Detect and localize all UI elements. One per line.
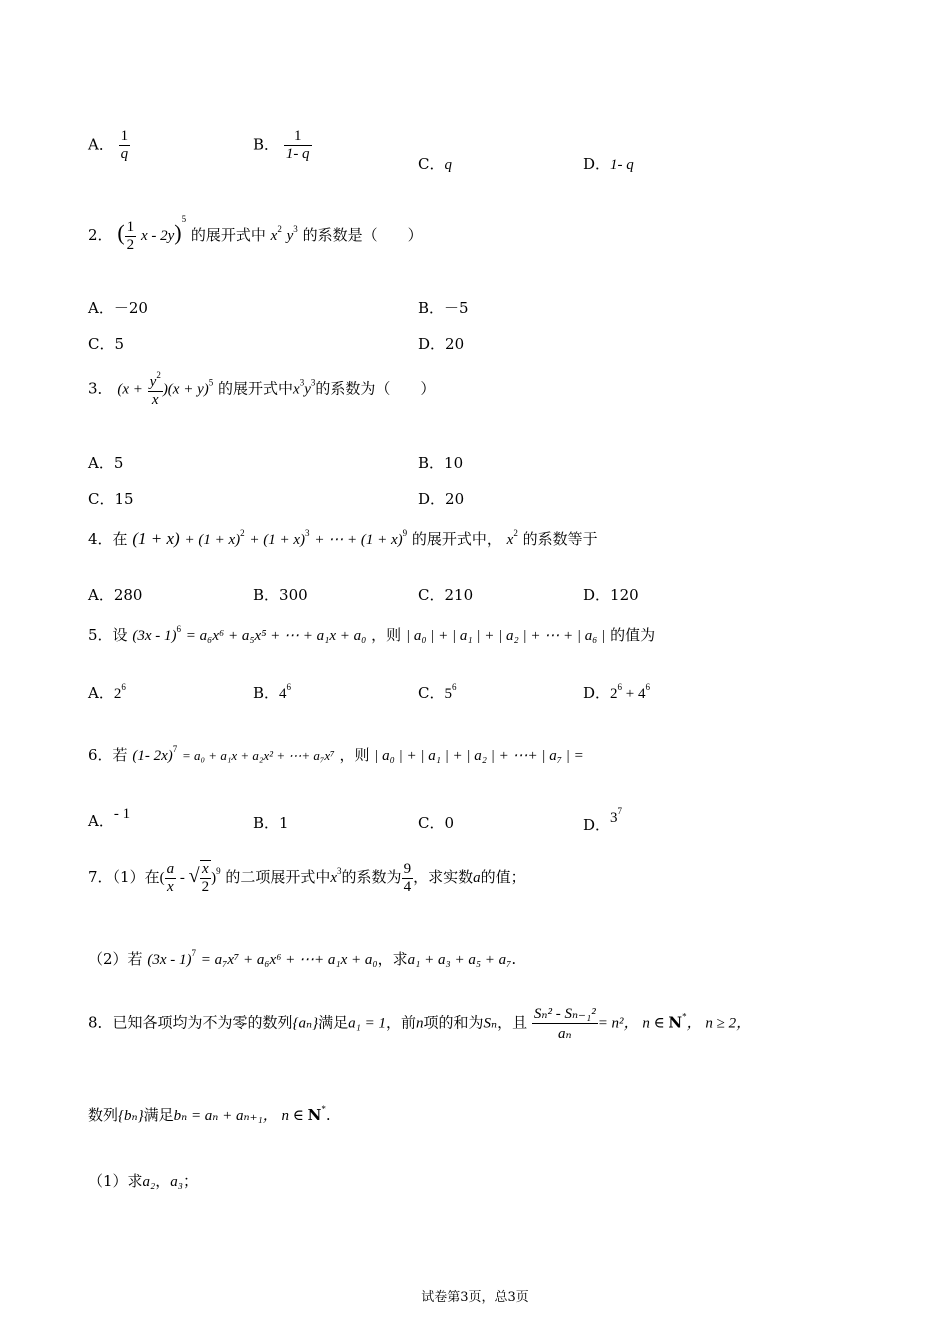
expression: {aₙ} bbox=[292, 1015, 319, 1032]
question-number: 5．设 bbox=[88, 626, 128, 644]
stem-text: ，则 bbox=[339, 746, 370, 764]
exponent: 7 bbox=[617, 806, 623, 816]
paren: ) bbox=[174, 220, 182, 245]
expression: ， n ∈ bbox=[623, 1015, 669, 1032]
stem-text: 项的和为 bbox=[423, 1013, 484, 1032]
frac-den: 2 bbox=[126, 236, 135, 253]
q2-option-b: B．－5 bbox=[418, 299, 469, 317]
frac-den: 4 bbox=[403, 878, 412, 895]
expression: ， n ≥ 2， bbox=[686, 1015, 752, 1032]
expression: ， n ∈ bbox=[262, 1108, 308, 1124]
stem-text: 数列 bbox=[88, 1106, 119, 1124]
exponent: 6 bbox=[121, 682, 126, 692]
option-value: q bbox=[444, 157, 452, 173]
var: y bbox=[286, 228, 294, 244]
exponent: 6 bbox=[645, 682, 650, 692]
base: 3 bbox=[610, 810, 618, 826]
question-8-line-2 bbox=[88, 1104, 331, 1125]
expression: + (1 + x) bbox=[249, 532, 306, 548]
q3-option-a: A．5 bbox=[88, 454, 124, 472]
var: Sₙ bbox=[483, 1015, 498, 1032]
stem-text: ，求实数 bbox=[413, 868, 474, 886]
prev-option-d bbox=[583, 153, 634, 174]
option-label: C． bbox=[418, 684, 445, 702]
stem-text: ，且 bbox=[497, 1013, 528, 1032]
stem-text: 的展开式中 bbox=[218, 379, 294, 398]
exponent: 9 bbox=[402, 528, 408, 538]
expression: = a₇x⁷ + a₆x⁶ + ⋯+ a₁x + a₀ bbox=[200, 952, 378, 968]
stem-text: 的系数为 bbox=[341, 868, 402, 886]
exponent: 2 bbox=[240, 528, 245, 538]
operator: - bbox=[176, 870, 189, 886]
q3-option-c: C．15 bbox=[88, 490, 134, 508]
stem-text: ； bbox=[183, 1172, 199, 1190]
frac-den: 2 bbox=[201, 879, 210, 895]
question-3-stem bbox=[88, 370, 435, 409]
stem-text: 的系数为（ ） bbox=[315, 379, 436, 398]
exponent: 6 bbox=[617, 682, 623, 692]
fraction bbox=[125, 219, 137, 254]
question-number: 6．若 bbox=[88, 746, 128, 764]
stem-text: ，前 bbox=[385, 1013, 416, 1032]
frac-num: y bbox=[149, 374, 157, 390]
var: x bbox=[330, 870, 338, 886]
frac-num: a bbox=[166, 860, 175, 877]
expression: = a₆x⁶ + a₅x⁵ + ⋯ + a₁x + a₀ bbox=[185, 628, 367, 644]
exponent: 3 bbox=[337, 866, 342, 876]
stem-text: 的二项展开式中 bbox=[225, 868, 331, 886]
question-2-stem bbox=[88, 214, 423, 254]
exponent: 6 bbox=[451, 682, 457, 692]
base: 2 bbox=[113, 686, 122, 702]
expression: | a₀ | + | a₁ | + | a₂ | + ⋯+ | a₇ | = bbox=[374, 748, 584, 764]
q5-option-b bbox=[253, 682, 291, 703]
question-number: 3． bbox=[88, 379, 113, 398]
exponent: 6 bbox=[176, 624, 181, 634]
expression: bₙ = aₙ + aₙ₊₁ bbox=[173, 1108, 263, 1124]
prev-option-b bbox=[253, 128, 312, 163]
expression: a₁ = 1 bbox=[348, 1015, 386, 1032]
q2-option-d: D．20 bbox=[418, 335, 465, 353]
natural-numbers: N bbox=[668, 1013, 683, 1032]
operator: + bbox=[622, 686, 638, 702]
prev-option-c bbox=[418, 153, 452, 174]
question-6-stem bbox=[88, 744, 584, 765]
question-number: 4．在 bbox=[88, 530, 128, 548]
var: n bbox=[416, 1015, 424, 1032]
stem-text: ，则 bbox=[371, 626, 402, 644]
q4-option-a: A．280 bbox=[88, 586, 143, 604]
option-label: A． bbox=[88, 684, 114, 702]
frac-num: 9 bbox=[403, 860, 412, 877]
exponent: * bbox=[321, 1104, 326, 1114]
base: 2 bbox=[610, 686, 618, 702]
var: x bbox=[506, 532, 514, 548]
expression: + (1 + x) bbox=[184, 532, 241, 548]
question-number: 7．（1）在 bbox=[88, 868, 160, 886]
frac-num: 1 bbox=[293, 128, 302, 144]
q6-option-a bbox=[88, 806, 130, 831]
q5-option-a bbox=[88, 682, 126, 703]
expression: (x + bbox=[117, 381, 143, 398]
expression: (1- 2x) bbox=[132, 748, 173, 764]
base: 4 bbox=[279, 686, 287, 702]
page-footer: 试卷第3页，总3页 bbox=[421, 1290, 529, 1305]
stem-text: 满足 bbox=[143, 1106, 174, 1124]
frac-num: Sₙ² - Sₙ₋₁² bbox=[533, 1006, 596, 1022]
paren: ( bbox=[117, 220, 125, 245]
expression: = a₀ + a₁x + a₂x² + ⋯+ a₇x⁷ bbox=[182, 748, 335, 763]
frac-den: q bbox=[120, 146, 129, 162]
stem-text: 满足 bbox=[318, 1013, 349, 1032]
option-label: A． bbox=[88, 135, 114, 154]
frac-num: 1 bbox=[126, 218, 135, 235]
stem-text: ， bbox=[155, 1172, 171, 1190]
question-8-stem bbox=[88, 1004, 751, 1043]
fraction bbox=[148, 370, 163, 409]
stem-text: 的值为 bbox=[610, 626, 656, 644]
var: a bbox=[473, 870, 481, 886]
stem-text: 的展开式中 bbox=[190, 226, 266, 244]
fraction bbox=[165, 861, 177, 896]
base: 5 bbox=[444, 686, 452, 702]
q4-option-c: C．210 bbox=[418, 586, 474, 604]
var: x bbox=[270, 228, 278, 244]
question-number: 8．已知各项均为不为零的数列 bbox=[88, 1013, 293, 1032]
frac-den: x bbox=[148, 391, 163, 409]
stem-text: 的系数等于 bbox=[522, 530, 598, 548]
fraction bbox=[402, 861, 414, 896]
fraction bbox=[200, 860, 212, 896]
exponent: 3 bbox=[310, 377, 316, 388]
q6-option-d bbox=[583, 806, 622, 835]
question-4-stem bbox=[88, 528, 598, 549]
expression: a₁ + a₃ + a₅ + a₇ bbox=[407, 952, 512, 968]
frac-num: x bbox=[201, 861, 209, 877]
q3-option-d: D．20 bbox=[418, 490, 465, 508]
exponent: 3 bbox=[305, 528, 310, 538]
frac-den: x bbox=[165, 878, 177, 896]
expression: (3x - 1) bbox=[132, 628, 177, 644]
question-7-part-2 bbox=[88, 948, 516, 969]
q6-option-b: B．1 bbox=[253, 814, 289, 832]
exponent: 5 bbox=[181, 214, 187, 224]
exponent: 3 bbox=[299, 377, 305, 388]
q5-option-c bbox=[418, 682, 456, 703]
var: a₂ bbox=[142, 1174, 156, 1190]
var: a₃ bbox=[170, 1174, 183, 1190]
question-number: 2． bbox=[88, 226, 113, 244]
exponent: * bbox=[682, 1011, 687, 1022]
exponent: 6 bbox=[286, 682, 292, 692]
exponent: 2 bbox=[277, 224, 282, 234]
option-label: B． bbox=[253, 684, 280, 702]
q2-option-c: C．5 bbox=[88, 335, 125, 353]
q5-option-d bbox=[583, 682, 650, 703]
option-label: A． bbox=[88, 812, 114, 830]
exponent: 7 bbox=[191, 948, 196, 958]
frac-den: aₙ bbox=[532, 1023, 598, 1043]
question-8-part-1 bbox=[88, 1170, 198, 1191]
expression: x - 2y bbox=[140, 228, 175, 244]
exponent: 2 bbox=[513, 528, 518, 538]
question-7-stem: 7．（1）在( $\frac{a}{x}$ - √ $\frac{x}{2}$ )$^9$ 的二项展开式中$x^3$的系数为 $\frac{9}{4}$ ，求实数a的值； bbox=[88, 860, 526, 895]
q6-option-c: C．0 bbox=[418, 814, 455, 832]
stem-text: 的系数是（ ） bbox=[302, 226, 423, 244]
q2-option-a: A．－20 bbox=[88, 299, 148, 317]
option-label: C． bbox=[418, 155, 445, 173]
expression: {bₙ} bbox=[118, 1108, 144, 1124]
prev-option-a bbox=[88, 128, 130, 163]
expression: (3x - 1) bbox=[147, 952, 192, 968]
option-label: D． bbox=[583, 684, 611, 702]
base: 4 bbox=[638, 686, 646, 702]
option-value: 1- q bbox=[610, 157, 634, 173]
q4-option-b: B．300 bbox=[253, 586, 308, 604]
stem-text: . bbox=[511, 950, 517, 968]
stem-text: . bbox=[325, 1106, 331, 1124]
stem-text: 的展开式中， bbox=[411, 530, 502, 548]
fraction bbox=[532, 1004, 598, 1043]
expression: (1 + x) bbox=[132, 529, 180, 548]
natural-numbers: N bbox=[307, 1106, 322, 1124]
stem-text: 的值； bbox=[480, 868, 526, 886]
option-label: D． bbox=[583, 155, 611, 173]
option-value: - 1 bbox=[113, 806, 131, 822]
option-label: B． bbox=[253, 135, 280, 154]
expression: = n² bbox=[597, 1015, 624, 1032]
fraction bbox=[119, 128, 131, 163]
stem-text: ，求 bbox=[377, 950, 408, 968]
var: x bbox=[293, 381, 300, 398]
exponent: 5 bbox=[208, 377, 214, 388]
exponent: 2 bbox=[156, 370, 161, 380]
expression: | a₀ | + | a₁ | + | a₂ | + ⋯ + | a₆ | bbox=[405, 628, 606, 644]
exponent: 3 bbox=[293, 224, 298, 234]
q4-option-d: D．120 bbox=[583, 586, 639, 604]
var: y bbox=[304, 381, 311, 398]
option-label: D． bbox=[583, 816, 611, 834]
frac-num: 1 bbox=[120, 128, 129, 144]
q3-option-b: B．10 bbox=[418, 454, 464, 472]
exponent: 9 bbox=[216, 866, 221, 876]
expression: + ⋯ + (1 + x) bbox=[314, 532, 403, 548]
exponent: 7 bbox=[172, 744, 178, 754]
part-label: （1）求 bbox=[88, 1172, 143, 1190]
frac-den: 1- q bbox=[285, 146, 310, 162]
expression: )(x + y) bbox=[162, 381, 209, 398]
question-5-stem bbox=[88, 624, 655, 645]
fraction bbox=[284, 128, 312, 163]
part-label: （2）若 bbox=[88, 950, 143, 968]
